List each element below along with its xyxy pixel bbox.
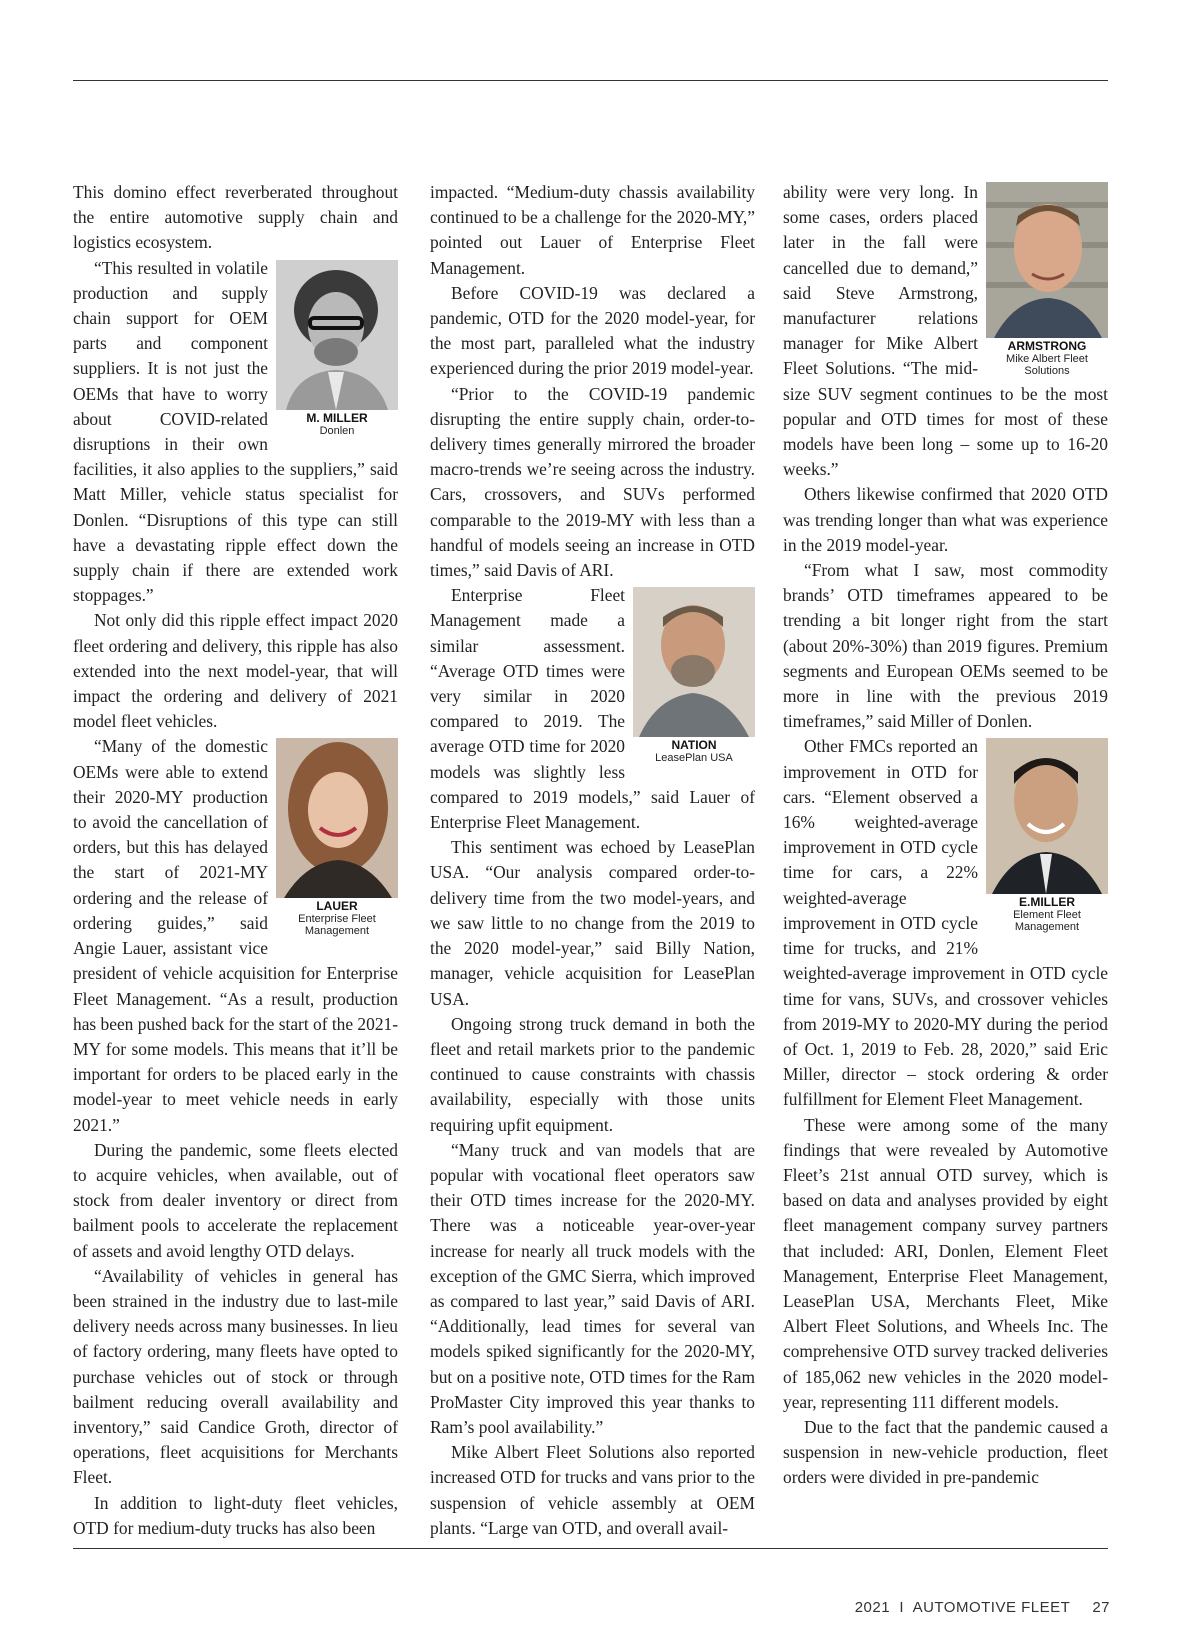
paragraph: Mike Albert Fleet Solutions also reported increased OTD for trucks and vans prior to the suspension of vehicle assembly at OEM plants. “Large van OTD, and overall avail- bbox=[430, 1442, 755, 1538]
portrait-lauer bbox=[276, 738, 398, 898]
paragraph: Others likewise confirmed that 2020 OTD was trending longer than what was experience in the 2019 model-year. bbox=[783, 484, 1108, 555]
caption-name: E.MILLER bbox=[1019, 895, 1075, 910]
caption-org: LeasePlan USA bbox=[655, 752, 733, 765]
portrait-e-miller bbox=[986, 738, 1108, 894]
paragraph: Other FMCs reported an improvement in OTD for cars. “Element observed a 16% weighted-average improvement in OTD cycle time for cars, a 22% weighted-average improvement in OTD cycle time for trucks, and 21% weighted-average improvement in OTD cycle time for vans, SUVs, and crossover vehicles from 2019-MY to 2020-MY during the period of Oct. 1, 2019 to Feb. 28, 2020,” said Eric Miller, director – stock ordering & order fulfillment for Element Fleet Management. bbox=[783, 736, 1108, 1110]
photo-nation bbox=[633, 587, 755, 764]
portrait-m-miller bbox=[276, 260, 398, 410]
caption-name: LAUER bbox=[316, 899, 358, 914]
paragraph: ability were very long. In some cases, orders placed later in the fall were cancelled due to demand,” said Steve Armstrong, manufacturer relations manager for Mike Albert Fleet Solutions. “The mid-size SUV segment continues to be the most popular and OTD times for most of these models have been long – some up to 16-20 weeks.” bbox=[783, 182, 1108, 480]
paragraph: Not only did this ripple effect impact 2020 fleet ordering and delivery, this ripple has also extended into the next model-year, that will impact the ordering and delivery of 2021 model fleet vehicles. bbox=[73, 610, 398, 732]
portrait-armstrong bbox=[986, 182, 1108, 338]
paragraph: During the pandemic, some fleets elected to acquire vehicles, when available, out of stock from dealer inventory or direct from bailment pools to accelerate the replacement of assets and avoid lengthy OTD delays. bbox=[73, 1139, 398, 1261]
caption-name: NATION bbox=[671, 738, 717, 753]
paragraph: “This resulted in volatile production and supply chain support for OEM parts and component suppliers. It is not just the OEMs that have to worry about COVID-related disruptions in their own facilities, it also applies to the suppliers,” said Matt Miller, vehicle status specialist for Donlen. “Disruptions of this type can still have a devastating ripple effect down the supply chain if there are extended work stoppages.” bbox=[73, 257, 398, 606]
caption-name: ARMSTRONG bbox=[1007, 339, 1087, 353]
photo-armstrong bbox=[986, 182, 1108, 377]
page-footer bbox=[855, 1599, 1110, 1616]
paragraph: “Availability of vehicles in general has been strained in the industry due to last-mile delivery needs across many businesses. In lieu of factory ordering, many fleets have opted to purchase vehicles out of stock or through bailment reducing overall availability and inventory,” said Candice Groth, director of operations, fleet acquisitions for Merchants Fleet. bbox=[73, 1265, 398, 1488]
column-3 bbox=[783, 180, 1108, 1491]
portrait-nation bbox=[633, 587, 755, 737]
caption-org: Donlen bbox=[319, 424, 355, 437]
column-2 bbox=[430, 180, 755, 1541]
top-rule bbox=[73, 80, 1108, 81]
photo-miller bbox=[276, 260, 398, 437]
page-number: 27 bbox=[1092, 1599, 1110, 1616]
photo-lauer bbox=[276, 738, 398, 937]
caption-org: Enterprise Fleet Management bbox=[298, 913, 376, 938]
paragraph: Due to the fact that the pandemic caused a suspension in new-vehicle production, fleet orders were divided in pre-pandemic bbox=[783, 1416, 1108, 1488]
paragraph: This sentiment was echoed by LeasePlan USA. “Our analysis compared order-to-delivery time from the two model-years, and we saw little to no change from the 2019 to the 2020 model-year,” said Billy Nation, manager, vehicle acquisition for LeasePlan USA. bbox=[430, 837, 755, 1009]
paragraph: “Prior to the COVID-19 pandemic disrupting the entire supply chain, order-to-delivery times generally mirrored the broader macro-trends we’re seeing across the industry. Cars, crossovers, and SUVs performed comparable to the 2019-MY with less than a handful of models seeing an increase in OTD times,” said Davis of ARI. bbox=[430, 383, 755, 581]
paragraph: “Many truck and van models that are popular with vocational fleet operators saw their OTD times increase for the 2020-MY. There was a noticeable year-over-year increase for nearly all truck models with the exception of the GMC Sierra, which improved as compared to last year,” said Davis of ARI. “Additionally, lead times for several van models spiked significantly for the 2020-MY, but on a positive note, OTD times for the Ram ProMaster City improved this year thanks to Ram’s pool availability.” bbox=[430, 1139, 755, 1437]
paragraph: “From what I saw, most commodity brands’ OTD timeframes appeared to be trending a bit longer right from the start (about 20%-30%) than 2019 figures. Premium segments and European OEMs seemed to be more in line with the previous 2019 timeframes,” said Miller of Donlen. bbox=[783, 560, 1108, 732]
paragraph: Before COVID-19 was declared a pandemic, OTD for the 2020 model-year, for the most part, paralleled what the industry experienced during the prior 2019 model-year. bbox=[430, 282, 755, 379]
paragraph: Ongoing strong truck demand in both the fleet and retail markets prior to the pandemic continued to cause constraints with chassis availability, especially with those units requiring upfit equipment. bbox=[430, 1013, 755, 1135]
paragraph: impacted. “Medium-duty chassis availability continued to be a challenge for the 2020-MY,” pointed out Lauer of Enterprise Fleet Management. bbox=[430, 182, 755, 278]
paragraph: These were among some of the many findings that were revealed by Automotive Fleet’s 21st annual OTD survey, which is based on data and analyses provided by eight fleet management company survey partners that included: ARI, Donlen, Element Fleet Management, Enterprise Fleet Management, LeasePlan USA, Merchants Fleet, Mike Albert Fleet Solutions, and Wheels Inc. The comprehensive OTD survey tracked deliveries of 185,062 new vehicles in the 2020 model-year, representing 111 different models. bbox=[783, 1114, 1108, 1412]
footer-label: 2021 I AUTOMOTIVE FLEET bbox=[854, 1599, 1071, 1616]
caption-org: Element Fleet Management bbox=[1013, 909, 1081, 934]
paragraph: In addition to light-duty fleet vehicles, OTD for medium-duty trucks has also been bbox=[73, 1492, 398, 1538]
caption-name: M. MILLER bbox=[306, 410, 368, 425]
bottom-rule bbox=[73, 1548, 1108, 1549]
column-1 bbox=[73, 180, 398, 1541]
photo-e-miller bbox=[986, 738, 1108, 933]
paragraph: “Many of the domestic OEMs were able to extend their 2020-MY production to avoid the cancellation of orders, but this has delayed the start of 2021-MY ordering and the release of ordering guides,” said Angie Lauer, assistant vice president of vehicle acquisition for Enterprise Fleet Management. “As a result, production has been pushed back for the start of the 2021-MY for some models. This means that it’ll be important for orders to be placed early in the model-year to meet vehicle needs in early 2021.” bbox=[73, 736, 399, 1135]
caption-org: Mike Albert Fleet Solutions bbox=[1006, 353, 1088, 377]
paragraph: This domino effect reverberated throughout the entire automotive supply chain and logistics ecosystem. bbox=[73, 182, 398, 253]
paragraph: Enterprise Fleet Management made a similar assessment. “Average OTD times were very similar in 2020 compared to 2019. The average OTD time for 2020 models was slightly less compared to 2019 models,” said Lauer of Enterprise Fleet Management. bbox=[430, 585, 755, 833]
